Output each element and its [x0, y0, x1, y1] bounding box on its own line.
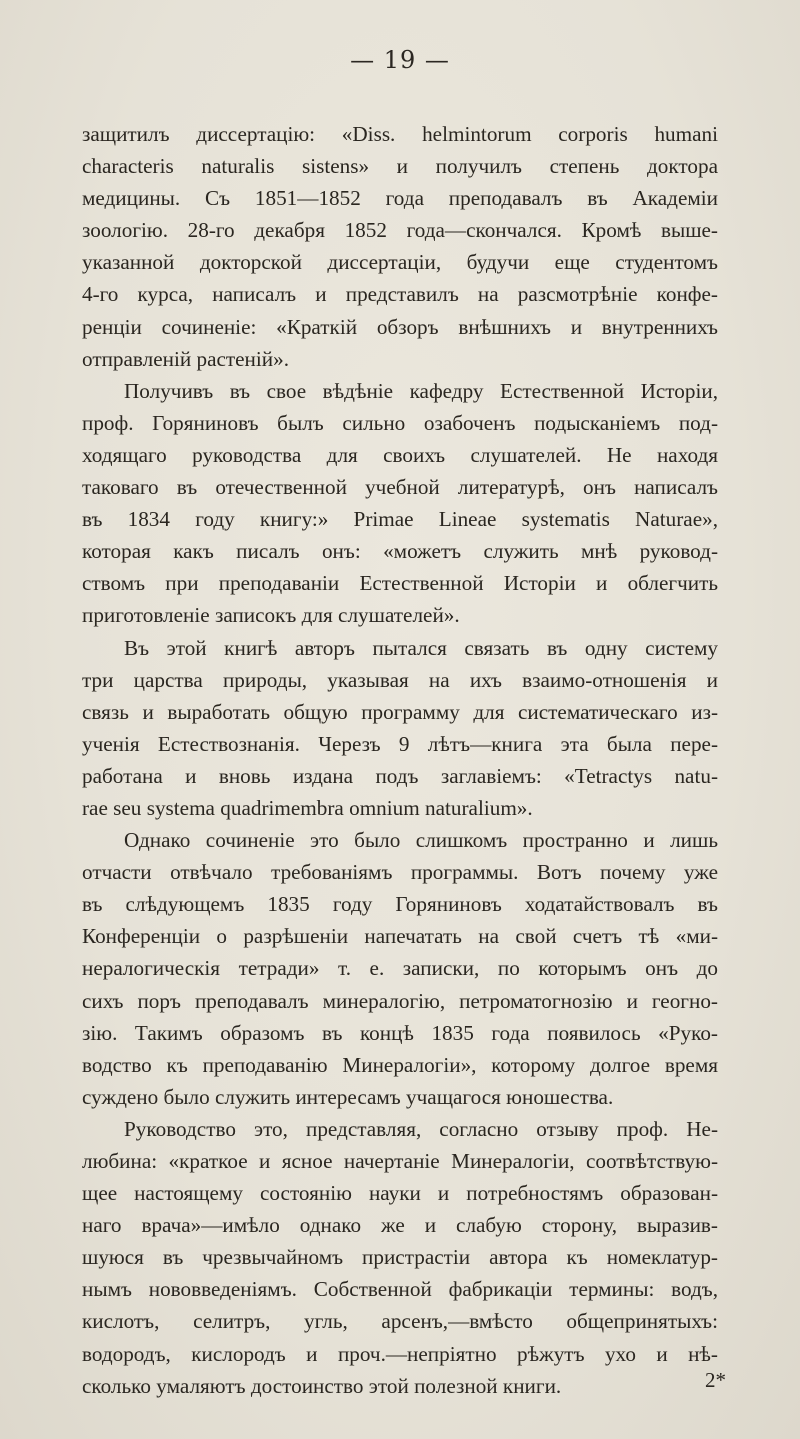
text-line: кислотъ, селитръ, угль, арсенъ,—вмѣсто общепринятыхъ: — [82, 1309, 718, 1334]
text-line: сихъ поръ преподавалъ минералогію, петроматогнозію и геогно- — [82, 988, 718, 1013]
text-line: указанной докторской диссертаціи, будучи еще студентомъ — [82, 250, 718, 275]
text-line: Въ этой книгѣ авторъ пытался связать въ одну систему — [124, 635, 718, 660]
text-line: медицины. Съ 1851—1852 года преподавалъ въ Академіи — [82, 186, 718, 211]
text-line: связь и выработать общую программу для систематическаго из- — [82, 699, 718, 724]
text-line: Получивъ въ свое вѣдѣніе кафедру Естественной Исторіи, — [124, 378, 718, 403]
text-line: три царства природы, указывая на ихъ взаимо-отношенія и — [82, 667, 718, 692]
text-line: 4-го курса, написалъ и представилъ на разсмотрѣніе конфе- — [82, 282, 718, 307]
text-line: которая какъ писалъ онъ: «можетъ служить мнѣ руковод- — [82, 539, 718, 564]
text-line: сколько умаляютъ достоинство этой полезной книги. — [82, 1373, 562, 1398]
text-line: водство къ преподаванію Минералогіи», которому долгое время — [82, 1052, 718, 1077]
text-line: въ 1834 году книгу:» Primae Lineae systematis Naturae», — [82, 507, 718, 532]
text-line: любина: «краткое и ясное начертаніе Минералогіи, соотвѣтствую- — [82, 1149, 718, 1173]
text-line: водородъ, кислородъ и проч.—непріятно рѣжутъ ухо и нѣ- — [82, 1341, 718, 1366]
text-line: ствомъ при преподаваніи Естественной Исторіи и облегчить — [82, 571, 718, 596]
text-line: ренціи сочиненіе: «Краткій обзоръ внѣшнихъ и внутреннихъ — [82, 314, 718, 339]
text-line: зію. Такимъ образомъ въ концѣ 1835 года появилось «Руко- — [82, 1020, 718, 1045]
text-line: ученія Естествознанія. Черезъ 9 лѣтъ—книга эта была пере- — [82, 731, 718, 756]
text-line: защитилъ диссертацію: «Diss. helmintorum corporis humani — [82, 122, 718, 146]
text-line: characteris naturalis sistens» и получилъ степень доктора — [82, 154, 718, 179]
text-line: приготовленіе записокъ для слушателей». — [82, 603, 460, 628]
text-line: таковаго въ отечественной учебной литературѣ, онъ написалъ — [82, 475, 718, 500]
text-line: Конференціи о разрѣшеніи напечатать на свой счетъ тѣ «ми- — [82, 924, 718, 949]
text-line: шуюся въ чрезвычайномъ пристрастіи автора къ номеклатур- — [82, 1245, 718, 1270]
text-line: Однако сочиненіе это было слишкомъ пространно и лишь — [124, 828, 718, 853]
text-line: въ слѣдующемъ 1835 году Горяниновъ ходатайствовалъ въ — [82, 892, 718, 917]
text-line: работана и вновь издана подъ заглавіемъ: «Tetractys natu- — [82, 763, 718, 788]
body-text — [82, 118, 718, 1402]
text-line: наго врача»—имѣло однако же и слабую сторону, выразив- — [82, 1213, 718, 1238]
text-line: нымъ нововведеніямъ. Собственной фабрикаціи термины: водъ, — [82, 1277, 718, 1302]
text-line: зоологію. 28-го декабря 1852 года—скончался. Кромѣ выше- — [82, 218, 718, 243]
text-line: Руководство это, представляя, согласно отзыву проф. Не- — [124, 1116, 718, 1141]
text-line: щее настоящему состоянію науки и потребностямъ образован- — [82, 1181, 718, 1206]
text-line: нералогическія тетради» т. е. записки, по которымъ онъ до — [82, 956, 718, 981]
signature-mark: 2* — [705, 1368, 726, 1392]
text-line: отправленій растеній». — [82, 346, 289, 371]
text-line: ходящаго руководства для своихъ слушателей. Не находя — [82, 442, 718, 467]
text-line: суждено было служить интересамъ учащагося юношества. — [82, 1084, 614, 1109]
text-line: rae seu systema quadrimembra omnium naturalium». — [82, 795, 533, 820]
page-number-header: — 19 — — [350, 46, 450, 74]
text-line: отчасти отвѣчало требованіямъ программы. Вотъ почему уже — [82, 860, 718, 885]
text-line: проф. Горяниновъ былъ сильно озабоченъ подысканіемъ под- — [82, 410, 718, 435]
